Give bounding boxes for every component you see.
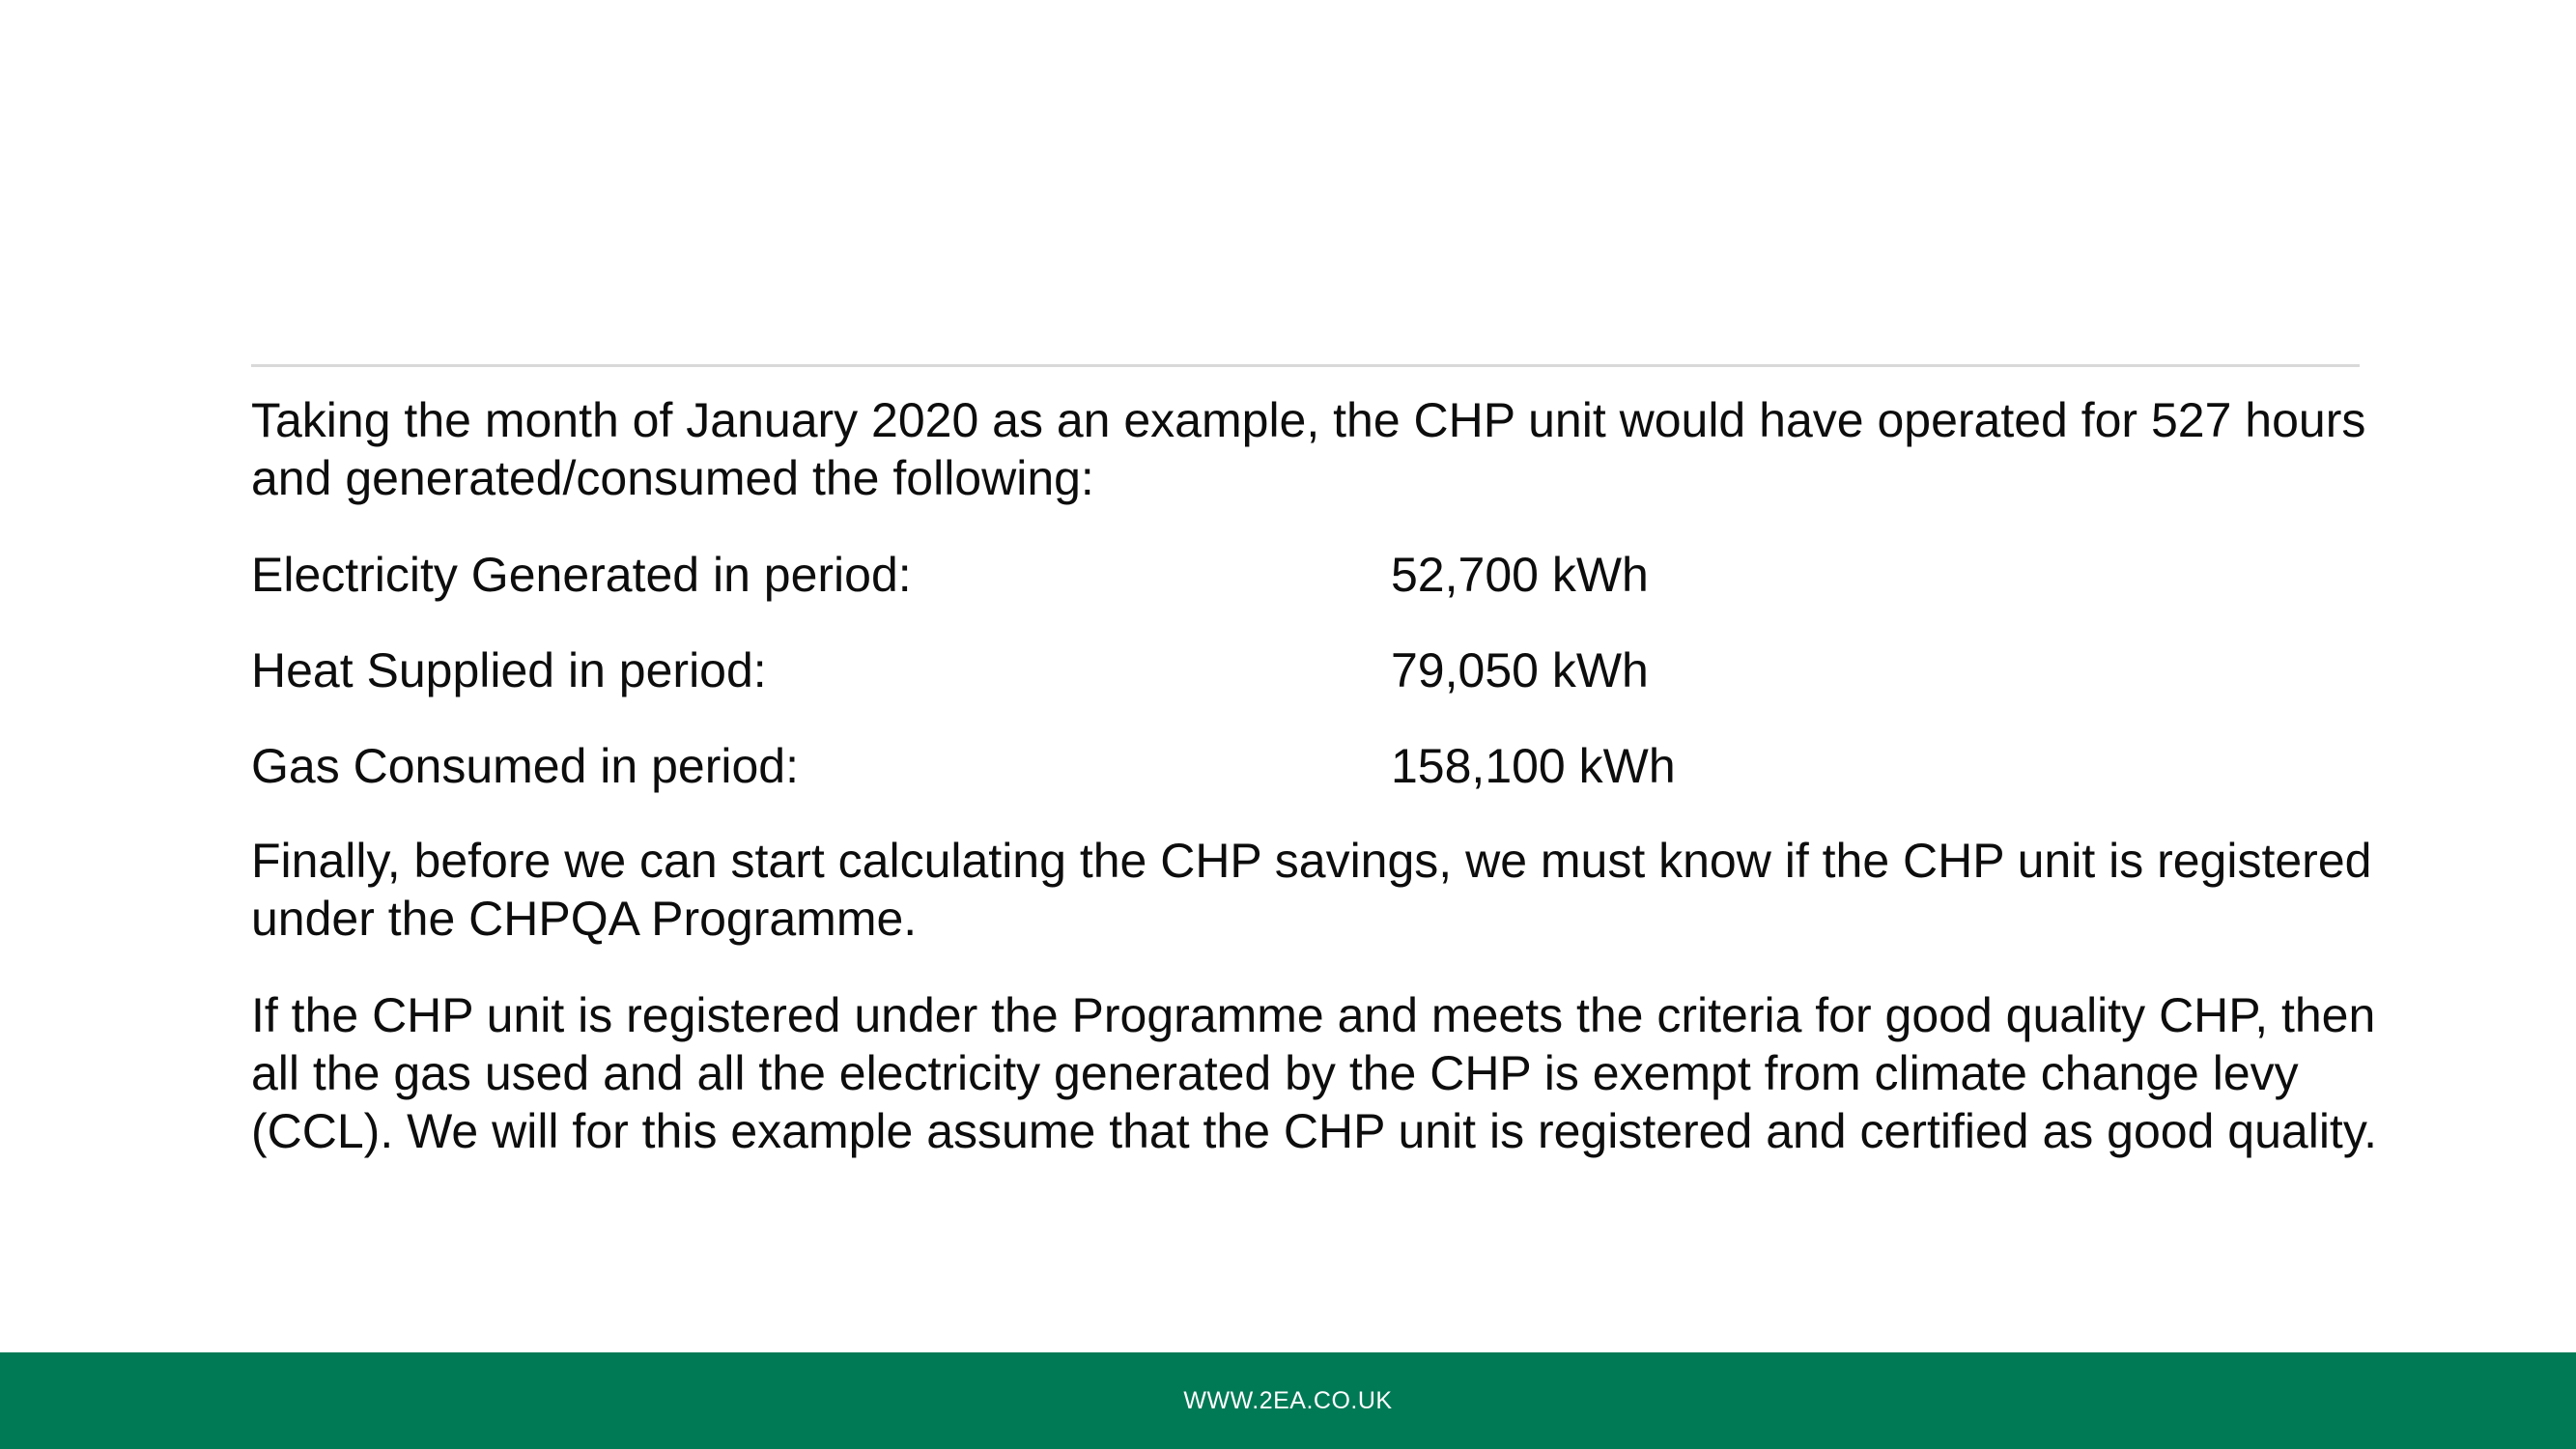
data-value: 79,050 kWh — [1391, 643, 1649, 697]
footer-bar — [0, 1352, 2576, 1449]
data-label: Gas Consumed in period: — [251, 739, 799, 793]
data-row-gas — [251, 737, 2395, 795]
data-value: 158,100 kWh — [1391, 739, 1676, 793]
chpqa-paragraph: Finally, before we can start calculating the CHP savings, we must know if the CHP unit is registered under the CHPQA Programme. — [251, 834, 2372, 946]
data-value: 52,700 kWh — [1391, 548, 1649, 602]
slide-body — [251, 391, 2395, 1160]
title-divider — [251, 364, 2360, 367]
data-row-heat — [251, 641, 2395, 699]
intro-paragraph: Taking the month of January 2020 as an example, the CHP unit would have operated for 527 hours and generated/consumed the following: — [251, 393, 2366, 505]
data-row-electricity — [251, 546, 2395, 604]
ccl-paragraph: If the CHP unit is registered under the Programme and meets the criteria for good quality CHP, then all the gas used and all the electricity generated by the CHP is exempt from climate change levy (CCL). We will for this example assume that the CHP unit is registered and certified as good quality. — [251, 988, 2378, 1158]
data-label: Heat Supplied in period: — [251, 643, 767, 697]
website-link[interactable]: WWW.2EA.CO.UK — [1183, 1386, 1393, 1414]
data-label: Electricity Generated in period: — [251, 548, 912, 602]
